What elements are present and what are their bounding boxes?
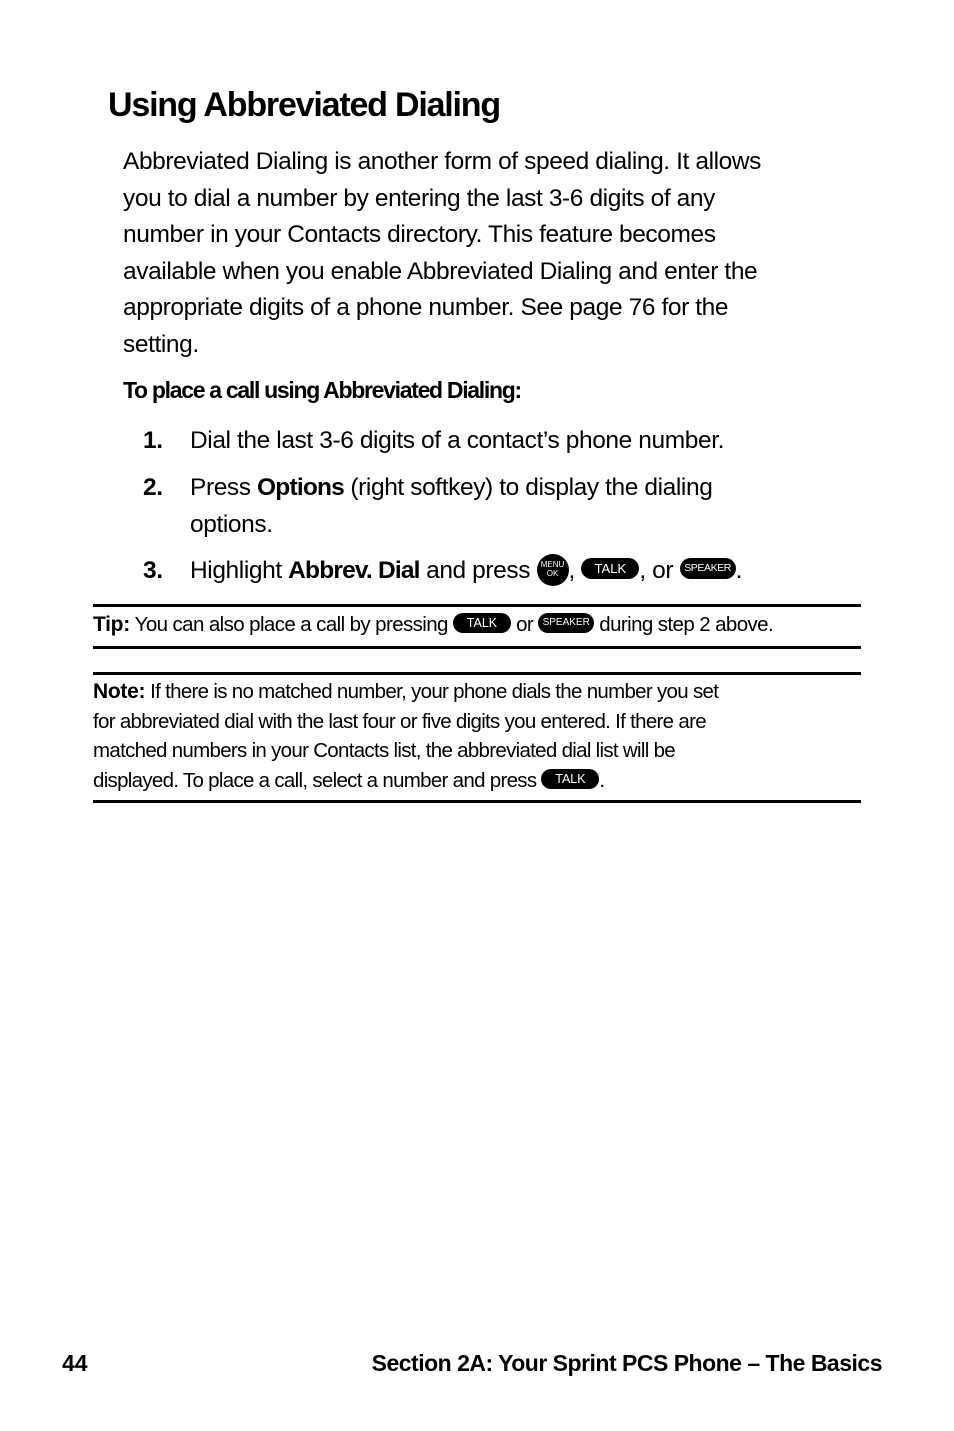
menu-key-label: MENU xyxy=(540,559,565,569)
step-2 xyxy=(143,470,843,543)
note-line: displayed. To place a call, select a number and press xyxy=(93,769,542,793)
tip-label: Tip: xyxy=(93,613,130,636)
step-number: 3. xyxy=(143,557,163,584)
intro-line: appropriate digits of a phone number. See page 76 for the xyxy=(123,294,729,322)
step-text-pre: Highlight xyxy=(190,557,289,584)
speaker-key-icon: SPEAKER xyxy=(680,558,736,579)
intro-paragraph xyxy=(123,144,863,364)
step-text-cont: options. xyxy=(190,510,273,538)
page-number: 44 xyxy=(62,1350,88,1376)
step-number: 1. xyxy=(143,427,163,454)
step-1 xyxy=(143,423,843,460)
intro-line: setting. xyxy=(123,330,199,358)
intro-line: available when you enable Abbreviated Dialing and enter the xyxy=(123,257,758,285)
step-number: 2. xyxy=(143,474,163,501)
intro-line: you to dial a number by entering the last 3-6 digits of any xyxy=(123,184,715,212)
page-title: Using Abbreviated Dialing xyxy=(108,86,500,124)
intro-line: Abbreviated Dialing is another form of speed dialing. It allows xyxy=(123,148,762,175)
note-label: Note: xyxy=(93,680,146,703)
step-end: . xyxy=(735,557,743,584)
options-softkey-label: Options xyxy=(257,474,344,501)
separator: , xyxy=(568,557,575,584)
procedure-heading: To place a call using Abbreviated Dialing: xyxy=(123,377,521,403)
tip-box xyxy=(93,612,861,638)
talk-key-icon: TALK xyxy=(541,769,599,789)
step-text xyxy=(190,553,843,590)
step-text-post: (right softkey) to display the dialing xyxy=(344,474,713,501)
step-text-pre: Press xyxy=(190,474,258,501)
note-line: matched numbers in your Contacts list, the abbreviated dial list will be xyxy=(93,739,675,763)
step-text: Dial the last 3-6 digits of a contact’s phone number. xyxy=(190,427,725,454)
note-bottom-rule xyxy=(93,800,861,803)
tip-text-post: during step 2 above. xyxy=(594,613,774,636)
abbrev-dial-label: Abbrev. Dial xyxy=(288,557,420,584)
menu-ok-key-icon xyxy=(537,554,569,586)
note-end: . xyxy=(599,769,605,793)
note-line: for abbreviated dial with the last four or five digits you entered. If there are xyxy=(93,709,706,733)
ok-key-label: OK xyxy=(546,568,559,578)
talk-key-icon: TALK xyxy=(581,558,639,579)
separator: , or xyxy=(639,557,674,584)
section-title: Section 2A: Your Sprint PCS Phone – The Basics xyxy=(371,1350,882,1376)
talk-key-icon: TALK xyxy=(453,613,511,633)
tip-bottom-rule xyxy=(93,646,861,649)
step-text xyxy=(190,470,843,543)
tip-top-rule xyxy=(93,604,861,607)
speaker-key-icon: SPEAKER xyxy=(538,613,594,633)
note-line: If there is no matched number, your phone dials the number you set xyxy=(145,680,719,703)
intro-line: number in your Contacts directory. This feature becomes xyxy=(123,221,716,249)
tip-text-mid: or xyxy=(510,613,539,636)
note-top-rule xyxy=(93,672,861,675)
step-3 xyxy=(143,553,843,590)
note-box xyxy=(93,677,863,796)
tip-text-pre: You can also place a call by pressing xyxy=(129,613,453,636)
step-text-post: and press xyxy=(419,557,531,584)
